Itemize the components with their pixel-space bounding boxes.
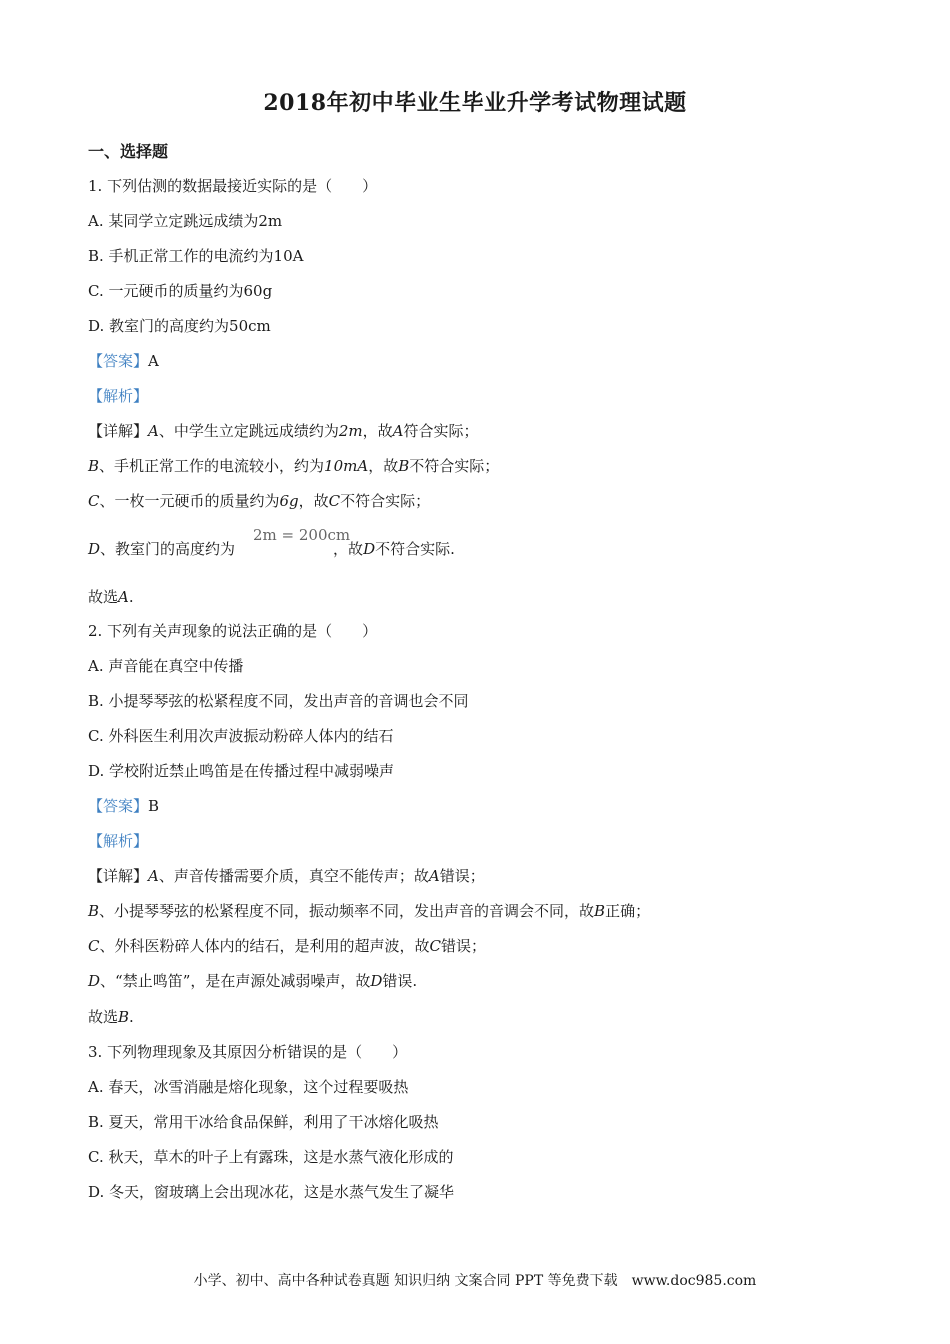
choose-text: . [129, 1008, 134, 1026]
q2-option-c: C. 外科医生利用次声波振动粉碎人体内的结石 [88, 727, 394, 745]
detail-text: 、声音传播需要介质，真空不能传声；故 [158, 867, 429, 885]
answer-value: A [148, 352, 159, 370]
detail-text: 、“禁止鸣笛”，是在声源处减弱噪声，故 [100, 972, 371, 990]
q1-answer [88, 351, 159, 371]
option-letter: D [88, 540, 101, 558]
q3-option-b: B. 夏天，常用干冰给食品保鲜，利用了干冰熔化吸热 [88, 1113, 439, 1131]
option-letter: A [118, 588, 129, 606]
option-letter: C [328, 492, 341, 510]
detail-tag: 【详解】 [88, 422, 149, 440]
value: 10mA [324, 457, 369, 475]
detail-text: 正确； [605, 902, 651, 920]
q1-analysis-tag [88, 386, 148, 406]
value: 2m [338, 422, 363, 440]
option-letter: D [363, 540, 376, 558]
q1-option-b: B. 手机正常工作的电流约为10A [88, 247, 304, 265]
q1-option-c: C. 一元硬币的质量约为60g [88, 282, 273, 300]
section-heading: 一、选择题 [88, 142, 169, 161]
choose-text: 故选 [88, 1008, 119, 1026]
q3-option-a: A. 春天，冰雪消融是熔化现象，这个过程要吸热 [88, 1078, 409, 1096]
choose-text: 故选 [88, 588, 119, 606]
q1-detail-3 [88, 491, 430, 511]
q3-stem: 3. 下列物理现象及其原因分析错误的是（ ） [88, 1043, 408, 1061]
detail-text: 、小提琴琴弦的松紧程度不同，振动频率不同，发出声音的音调会不同，故 [99, 902, 595, 920]
analysis-tag: 【解析】 [88, 387, 149, 405]
detail-text: ，故 [368, 457, 399, 475]
detail-text: ，故 [362, 422, 393, 440]
detail-tag: 【详解】 [88, 867, 149, 885]
option-letter: A [148, 422, 159, 440]
q3-option-d: D. 冬天，窗玻璃上会出现冰花，这是水蒸气发生了凝华 [88, 1183, 455, 1201]
q1-detail-4 [88, 539, 455, 559]
q1-option-a: A. 某同学立定跳远成绩为2m [88, 212, 283, 230]
detail-text: 符合实际； [403, 422, 479, 440]
analysis-tag: 【解析】 [88, 832, 149, 850]
answer-tag: 【答案】 [88, 352, 149, 370]
option-letter: B [398, 457, 410, 475]
option-letter: C [88, 492, 100, 510]
detail-text: ，故 [333, 540, 364, 558]
q2-answer [88, 796, 159, 816]
option-letter: D [88, 972, 101, 990]
detail-text: 、中学生立定跳远成绩约为 [158, 422, 339, 440]
formula-image: 2m = 200cm [253, 526, 351, 544]
q1-detail-2 [88, 456, 499, 476]
option-letter: A [148, 867, 159, 885]
option-letter: B [88, 457, 100, 475]
detail-text: 、教室门的高度约为 [100, 540, 236, 558]
page-footer: 小学、初中、高中各种试卷真题 知识归纳 文案合同 PPT 等免费下载 www.doc985.com [193, 1273, 757, 1289]
q2-choose [88, 1007, 134, 1027]
q2-option-b: B. 小提琴琴弦的松紧程度不同，发出声音的音调也会不同 [88, 692, 469, 710]
detail-text: 不符合实际； [340, 492, 431, 510]
detail-text: 错误. [382, 972, 418, 990]
option-letter: A [392, 422, 404, 440]
detail-text: 不符合实际； [409, 457, 500, 475]
option-letter: B [118, 1008, 130, 1026]
option-letter: A [428, 867, 440, 885]
option-letter: B [594, 902, 606, 920]
q1-option-d: D. 教室门的高度约为50cm [88, 317, 271, 335]
detail-text: 错误； [440, 937, 486, 955]
q2-detail-3 [88, 936, 486, 956]
answer-value: B [148, 797, 160, 815]
q2-analysis-tag [88, 831, 148, 851]
choose-text: . [128, 588, 134, 606]
detail-text: 、手机正常工作的电流较小，约为 [99, 457, 325, 475]
q3-option-c: C. 秋天，草木的叶子上有露珠，这是水蒸气液化形成的 [88, 1148, 454, 1166]
q2-option-d: D. 学校附近禁止鸣笛是在传播过程中减弱噪声 [88, 762, 395, 780]
q1-stem: 1. 下列估测的数据最接近实际的是（ ） [88, 177, 378, 195]
q2-detail-2 [88, 901, 650, 921]
detail-text: 错误； [439, 867, 485, 885]
value: 6g [279, 492, 299, 510]
option-letter: C [88, 937, 100, 955]
detail-text: ，故 [298, 492, 329, 510]
q2-detail-4 [88, 971, 417, 991]
detail-text: 、一枚一元硬币的质量约为 [99, 492, 280, 510]
q1-choose [88, 587, 134, 607]
q2-detail-1 [88, 866, 485, 886]
detail-text: 不符合实际. [375, 540, 455, 558]
option-letter: D [370, 972, 383, 990]
q2-stem: 2. 下列有关声现象的说法正确的是（ ） [88, 622, 378, 640]
option-letter: C [429, 937, 441, 955]
answer-tag: 【答案】 [88, 797, 149, 815]
detail-text: 、外科医粉碎人体内的结石，是利用的超声波，故 [99, 937, 430, 955]
q2-option-a: A. 声音能在真空中传播 [88, 657, 244, 675]
q1-detail-1 [88, 421, 479, 441]
page-title: 2018年初中毕业生毕业升学考试物理试题 [263, 90, 687, 116]
option-letter: B [88, 902, 100, 920]
